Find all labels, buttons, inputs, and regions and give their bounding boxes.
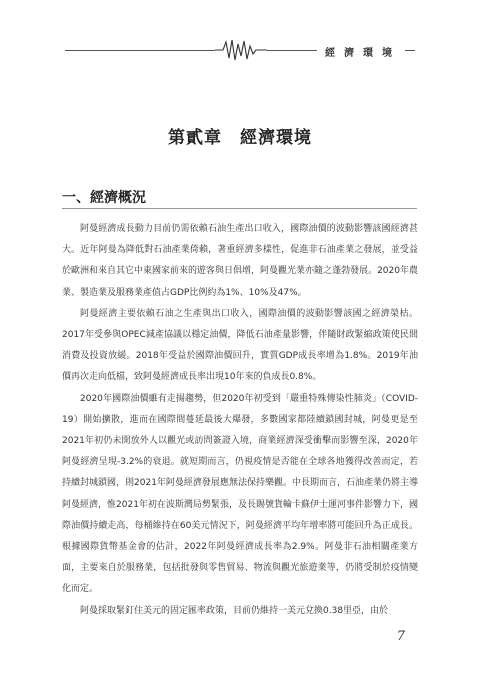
chapter-title: 第貳章 經濟環境 — [168, 128, 312, 148]
page-number: 7 — [396, 629, 405, 644]
header-section-label: 經濟環境 — [317, 44, 405, 59]
paragraph: 阿曼經濟主要依賴石油之生產與出口收入，國際油價的波動影響該國之經濟榮枯。2017年受參與OPEC減產協議以穩定油價，降低石油產量影響，伴隨財政緊縮政策使民間消費及投資放緩。2018年受益於國際油價回升，實質GDP成長率增為1.8%。2019年油價再次走向低檔，致阿曼經濟成長率出現10年來的負成長0.8%。 — [62, 308, 418, 383]
paragraph: 2020年國際油價雖有走揚趨勢，但2020年初受到「嚴重特殊傳染性肺炎」（COVID-19）開始擴散，進而在國際間蔓延最後大爆發，多數國家都陸續鎖國封城，阿曼更是至2021年初仍未開放外人以觀光或訪問簽證入境，商業經濟深受衝擊而影響至深，2020年阿曼經濟呈現-3.2%的衰退。就短期而言，仍視疫情是否能在全球各地獲得改善而定，若持續封城鎖國，則2021年阿曼經濟發展應無法保持樂觀。中長期而言，石油產業仍將主導阿曼經濟，惟2021年初在波斯灣局勢緊張，及長賜號貨輪卡蘇伊士運河事件影響力下，國際油價持續走高，每桶維持在60美元情況下，阿曼經濟平均年增率將可能回升為正成長。根據國際貨幣基金會的估計，2022年阿曼經濟成長率為2.9%。阿曼非石油相關產業方面，主要來自於服務業，包括批發與零售貿易、物流與觀光旅遊業等，仍將受制於疫情變化而定。 — [62, 393, 418, 595]
running-header — [65, 38, 415, 62]
paragraph: 阿曼採取緊釘住美元的固定匯率政策，目前仍維持一美元兌換0.38里亞，由於 — [80, 605, 389, 616]
heartbeat-icon — [215, 38, 267, 62]
paragraph: 阿曼經濟成長動力目前仍需依賴石油生產出口收入，國際油價的波動影響該國經濟甚大。近年阿曼為降低對石油產業倚賴，著重經濟多樣性，促進非石油產業之發展，並受益於歐洲和來自其它中東國家前來的遊客與日俱增，阿曼觀光業亦隨之蓬勃發展。2020年農業、製造業及服務業產值占GDP比例約為1%、10%及47%。 — [62, 224, 418, 298]
section-divider — [62, 208, 417, 209]
body-text — [62, 219, 418, 622]
section-heading: 一、經濟概況 — [62, 190, 146, 206]
